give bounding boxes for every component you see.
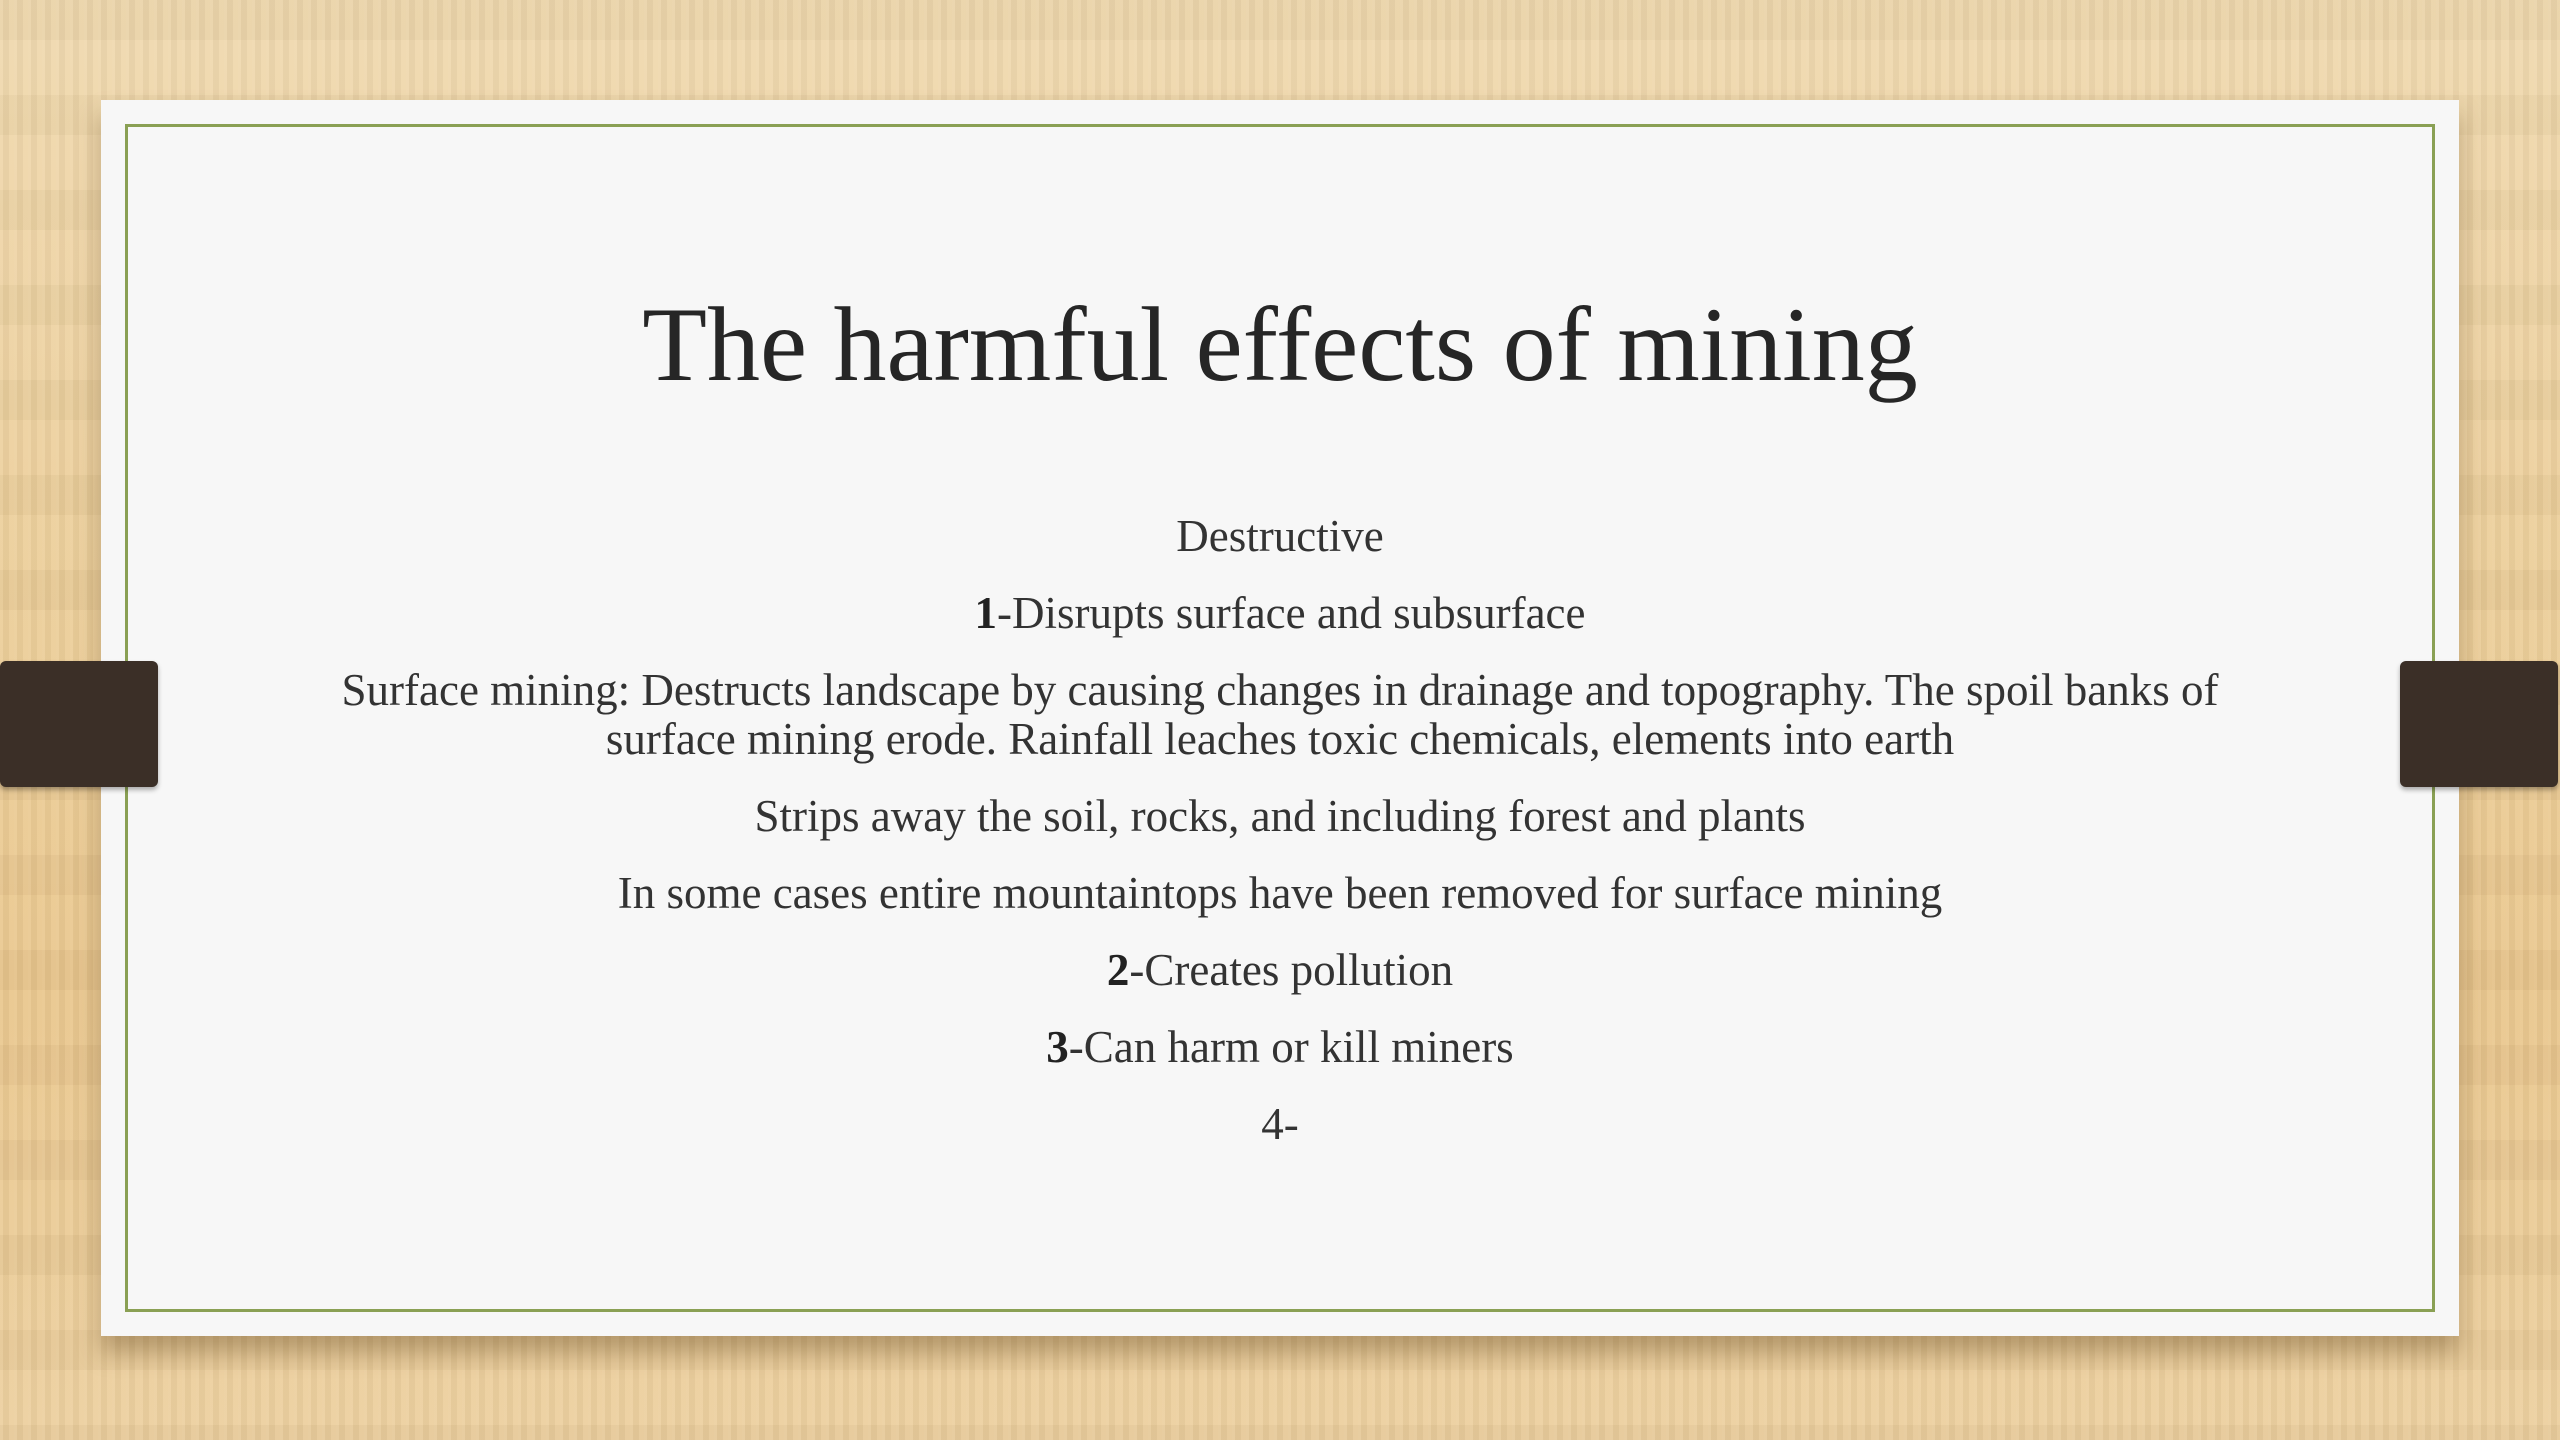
- slide-title: The harmful effects of mining: [642, 286, 1918, 403]
- body-line-strips-away: Strips away the soil, rocks, and including forest and plants: [754, 791, 1806, 841]
- list-number-3: 3: [1046, 1022, 1069, 1072]
- body-line-3: 3-Can harm or kill miners: [1046, 1022, 1514, 1072]
- body-line-mountaintops: In some cases entire mountaintops have been removed for surface mining: [617, 868, 1943, 918]
- body-line-surface-mining: Surface mining: Destructs landscape by causing changes in drainage and topography. The spoil banks of surface mining erode. Rainfall leaches toxic chemicals, elements into earth: [341, 665, 2219, 764]
- list-number-1: 1: [974, 588, 997, 638]
- right-binder-tab: [2400, 661, 2558, 787]
- body-line-2: 2-Creates pollution: [1106, 945, 1454, 995]
- left-binder-tab: [0, 661, 158, 787]
- slide-body: [330, 512, 2230, 1177]
- body-line-destructive: Destructive: [1176, 511, 1384, 561]
- body-line-1: 1-Disrupts surface and subsurface: [974, 588, 1586, 638]
- list-number-2: 2: [1106, 945, 1130, 995]
- body-line-4: 4-: [1261, 1099, 1299, 1149]
